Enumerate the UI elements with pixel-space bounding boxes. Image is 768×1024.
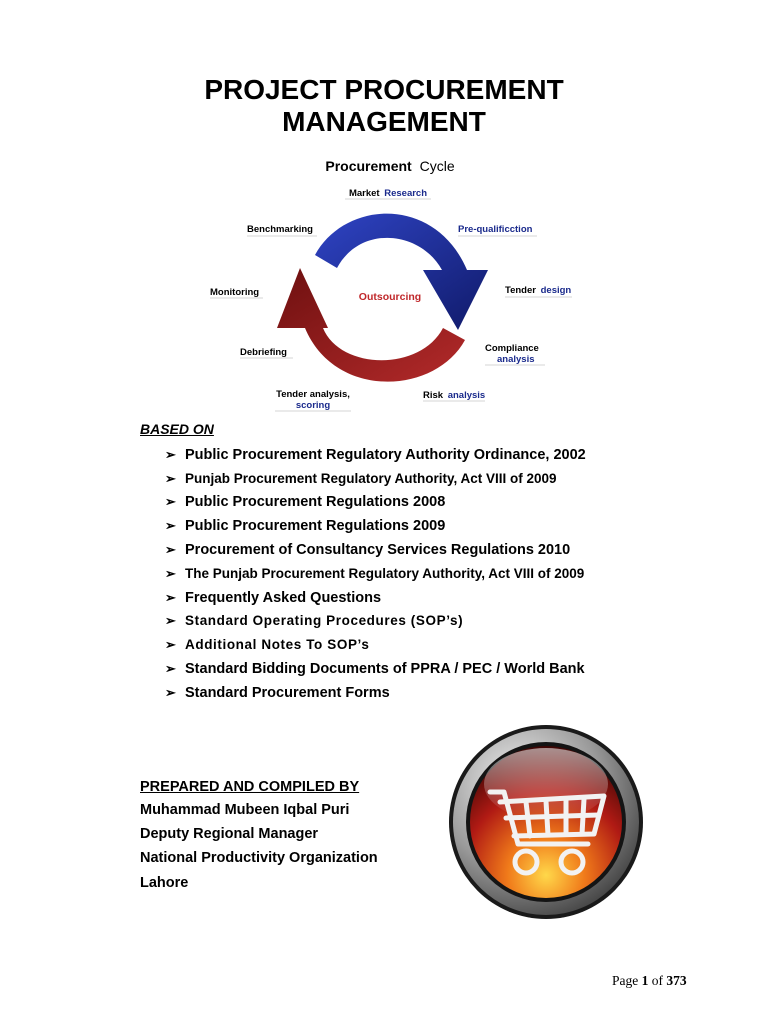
reference-text: Frequently Asked Questions [185, 589, 382, 606]
reference-item [165, 538, 586, 562]
reference-item [165, 562, 586, 586]
label-debriefing: Debriefing [240, 347, 287, 358]
title-line-1: PROJECT PROCUREMENT [204, 74, 564, 105]
arrowhead-icon: ➢ [165, 565, 176, 581]
shopping-cart-logo [446, 722, 646, 922]
reference-text: Additional Notes To SOP’s [185, 637, 370, 653]
label-compliance-analysis: analysis [497, 354, 535, 365]
reference-text: The Punjab Procurement Regulatory Authority, Act VIII of 2009 [185, 565, 585, 581]
arrowhead-icon: ➢ [165, 542, 176, 558]
arrowhead-icon: ➢ [165, 637, 177, 653]
title-line-2: MANAGEMENT [282, 106, 486, 137]
label-compliance: Compliance [485, 343, 539, 354]
reference-item [165, 491, 586, 515]
reference-item [165, 467, 586, 491]
reference-item [165, 681, 586, 705]
reference-item [165, 633, 586, 657]
reference-text: Public Procurement Regulatory Authority Ordinance, 2002 [185, 446, 586, 463]
arrowhead-icon: ➢ [165, 518, 176, 534]
label-tender-design: Tender design [505, 285, 572, 296]
page-number: Page 1 of 373 [612, 973, 687, 988]
current-page: 1 [641, 973, 649, 988]
arrowhead-icon: ➢ [165, 613, 177, 629]
procurement-cycle-svg [195, 150, 585, 420]
reference-text: Punjab Procurement Regulatory Authority, Act VIII of 2009 [185, 470, 557, 486]
label-prequalification: Pre-qualificction [458, 224, 533, 235]
center-label-outsourcing: Outsourcing [358, 291, 422, 303]
document-title [0, 74, 768, 138]
label-benchmarking: Benchmarking [247, 224, 313, 235]
reference-text: Standard Bidding Documents of PPRA / PEC / World Bank [185, 661, 585, 678]
diagram-title: Procurement Cycle [325, 158, 455, 174]
arrowhead-icon: ➢ [165, 470, 176, 486]
label-monitoring: Monitoring [210, 287, 260, 298]
author-organization: National Productivity Organization [140, 850, 378, 867]
author-block [140, 800, 378, 897]
shopping-cart-icon [446, 722, 646, 922]
reference-text: Procurement of Consultancy Services Regulations 2010 [185, 542, 571, 559]
author-name: Muhammad Mubeen Iqbal Puri [140, 802, 350, 818]
label-tender-analysis: Tender analysis, [276, 389, 350, 400]
label-risk-analysis: Risk analysis [423, 390, 486, 401]
reference-item [165, 443, 586, 467]
reference-text: Standard Procurement Forms [185, 684, 390, 701]
reference-text: Public Procurement Regulations 2009 [185, 518, 446, 535]
reference-item [165, 586, 586, 610]
reference-list [165, 443, 586, 705]
reference-text: Standard Operating Procedures (SOP’s) [185, 613, 464, 629]
reference-item [165, 514, 586, 538]
label-tender-scoring: scoring [295, 400, 331, 411]
author-city: Lahore [140, 874, 189, 891]
arrowhead-icon: ➢ [165, 661, 176, 677]
arrowhead-icon: ➢ [165, 684, 176, 700]
based-on-heading: BASED ON [140, 421, 214, 437]
arrowhead-icon: ➢ [165, 494, 176, 510]
prepared-by-heading: PREPARED AND COMPILED BY [140, 779, 360, 795]
arrowhead-icon: ➢ [165, 446, 176, 462]
total-pages: 373 [666, 973, 687, 988]
arrowhead-icon: ➢ [165, 589, 176, 605]
reference-item [165, 610, 586, 634]
author-role: Deputy Regional Manager [140, 826, 319, 843]
procurement-cycle-diagram [195, 150, 585, 420]
reference-text: Public Procurement Regulations 2008 [185, 494, 446, 511]
label-market-research: Market Research [348, 188, 428, 199]
reference-item [165, 657, 586, 681]
